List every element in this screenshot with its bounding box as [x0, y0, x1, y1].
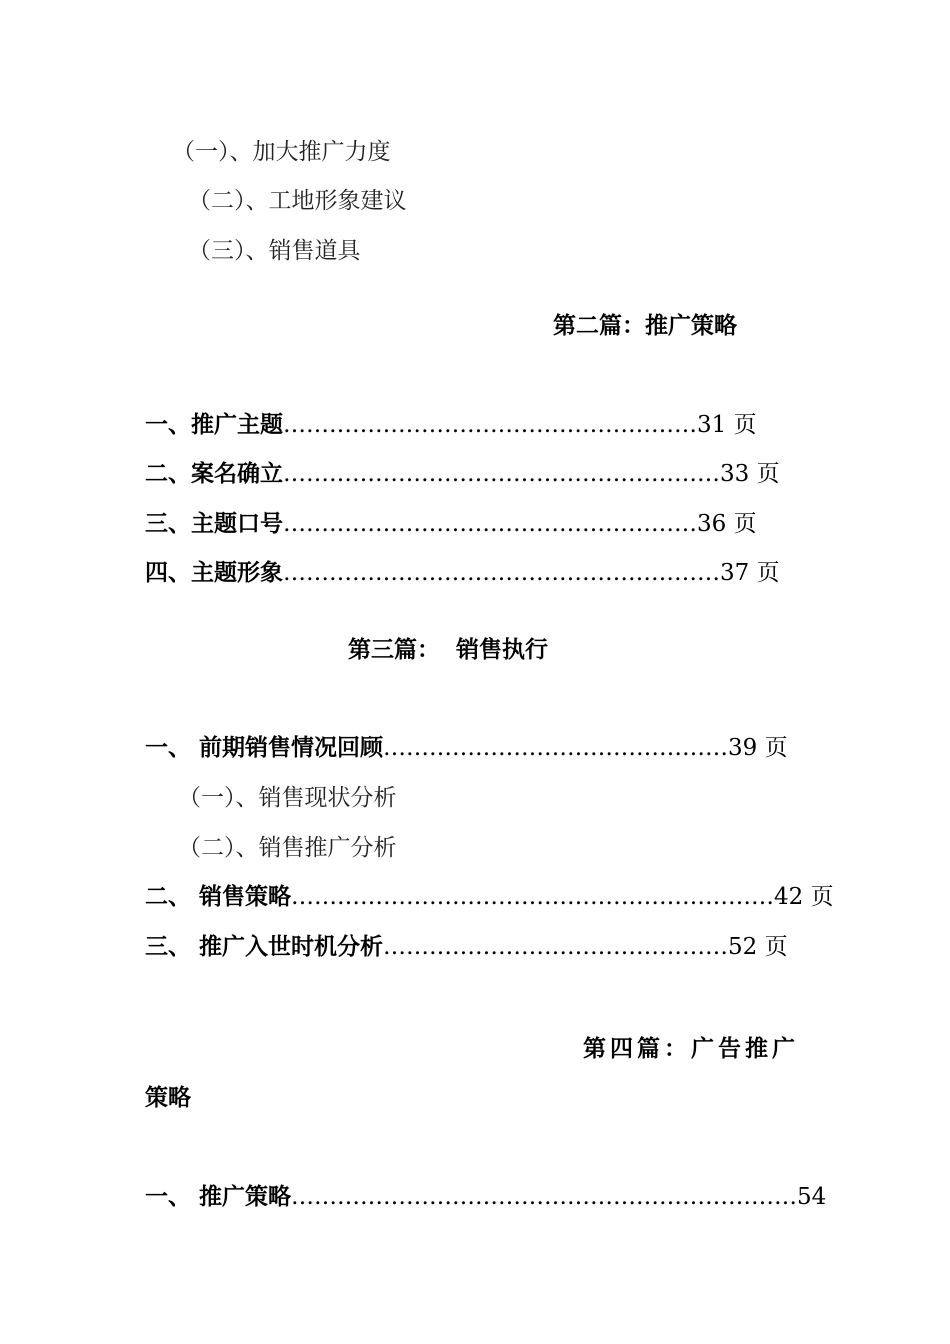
toc-subitem: （一）、加大推广力度: [172, 139, 391, 165]
part-heading: 第二篇：推广策略: [553, 312, 737, 339]
toc-entry-label: 一、推广主题: [145, 411, 283, 438]
toc-entry: [145, 459, 780, 489]
toc-page-number: 33 页: [720, 461, 780, 487]
part-heading: 第四篇：广告推广: [583, 1035, 799, 1062]
toc-leader-dots: ………………………………………: [383, 735, 729, 761]
part-heading: 第三篇： 销售执行: [348, 636, 549, 663]
part-heading-continuation: 策略: [145, 1084, 191, 1111]
toc-page-number: 54: [797, 1184, 827, 1210]
toc-entry: [145, 733, 788, 763]
toc-subitem: （二）、销售推广分析: [178, 835, 397, 861]
toc-leader-dots: …………………………………………………………: [291, 1184, 798, 1210]
toc-entry-label: 二、 销售策略: [145, 883, 292, 910]
toc-leader-dots: …………………………………………………: [283, 560, 720, 586]
toc-entry-label: 一、 推广策略: [145, 1183, 292, 1210]
toc-page-number: 31 页: [697, 412, 757, 438]
toc-subitem: （一）、销售现状分析: [178, 785, 397, 811]
toc-leader-dots: ………………………………………: [383, 934, 729, 960]
toc-leader-dots: …………………………………………………: [283, 461, 720, 487]
toc-entry: [145, 558, 780, 588]
toc-page-number: 37 页: [720, 560, 780, 586]
toc-page-number: 39 页: [728, 735, 788, 761]
toc-page-number: 52 页: [728, 934, 788, 960]
toc-entry-label: 四、主题形象: [145, 559, 283, 586]
toc-entry: [145, 932, 788, 962]
toc-entry-label: 三、主题口号: [145, 510, 283, 537]
toc-entry: [145, 410, 757, 440]
toc-entry-label: 三、 推广入世时机分析: [145, 933, 384, 960]
toc-entry-label: 一、 前期销售情况回顾: [145, 734, 384, 761]
toc-leader-dots: ………………………………………………………: [291, 884, 775, 910]
toc-page-number: 36 页: [697, 511, 757, 537]
toc-subitem: （三）、销售道具: [188, 238, 361, 264]
toc-leader-dots: ………………………………………………: [283, 412, 697, 438]
toc-leader-dots: ………………………………………………: [283, 511, 697, 537]
toc-entry-label: 二、案名确立: [145, 460, 283, 487]
toc-page-number: 42 页: [774, 884, 834, 910]
toc-entry: [145, 1182, 826, 1212]
toc-entry: [145, 882, 834, 912]
toc-subitem: （二）、工地形象建议: [188, 188, 407, 214]
toc-entry: [145, 509, 757, 539]
